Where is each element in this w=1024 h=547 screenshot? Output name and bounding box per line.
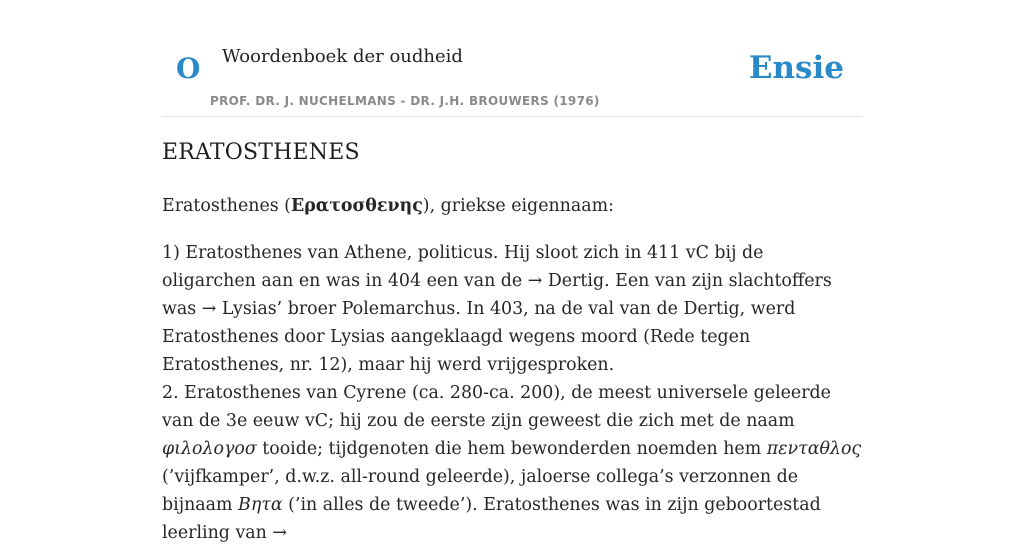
definition-1	[162, 239, 862, 379]
definition-2	[162, 379, 862, 547]
greek-beta: Βητα	[238, 495, 283, 515]
section-letter-link[interactable]: O	[176, 52, 201, 85]
intro-text-start: Eratosthenes (	[162, 196, 291, 216]
def2-text-1: 2. Eratosthenes van Cyrene (ca. 280-ca. 200), de meest universele geleerde van de 3e eeuw vC; hij zou de eerste zijn geweest die zich met de naam	[162, 383, 831, 431]
article-title: ERATOSTHENES	[162, 140, 360, 165]
intro-text-end: ), griekse eigennaam:	[422, 196, 614, 216]
def2-text-3: (’vijfkamper’, d.w.z. all-round geleerde), jaloerse collega’s verzonnen de bijnaam	[162, 467, 798, 515]
def2-text-2: tooide; tijdgenoten die hem bewonderden noemden hem	[256, 439, 767, 459]
def1-text-2: . Een van zijn slachtoffers was	[162, 271, 832, 319]
link-lysias[interactable]: → Lysias	[201, 299, 277, 319]
def1-text-1: 1) Eratosthenes van Athene, politicus. Hij sloot zich in 411 vC bij de oligarchen aan en was in 404 een van de	[162, 243, 764, 291]
greek-pentathlos: πενταθλος	[766, 439, 862, 459]
def1-text-3: ’ broer Polemarchus. In 403, na de val van de Dertig, werd Eratosthenes door Lysias aangeklaagd wegens moord (Rede tegen Eratosthenes, nr. 12), maar hij werd vrijgesproken.	[162, 299, 796, 375]
book-title: Woordenboek der oudheid	[222, 46, 463, 67]
link-dertig[interactable]: → Dertig	[527, 271, 605, 291]
link-teacher[interactable]: →	[272, 523, 287, 543]
article-body	[162, 192, 862, 547]
def2-text-4: (’in alles de tweede’). Eratosthenes was in zijn geboortestad leerling van	[162, 495, 821, 543]
intro-paragraph	[162, 192, 862, 220]
site-header	[162, 0, 862, 117]
greek-name: Ερατοσθενης	[290, 196, 423, 216]
greek-philologos: φιλολογοσ	[162, 439, 257, 459]
ensie-logo-link[interactable]: Ensie	[748, 50, 844, 86]
authors-line: PROF. DR. J. NUCHELMANS - DR. J.H. BROUWERS (1976)	[210, 94, 600, 108]
